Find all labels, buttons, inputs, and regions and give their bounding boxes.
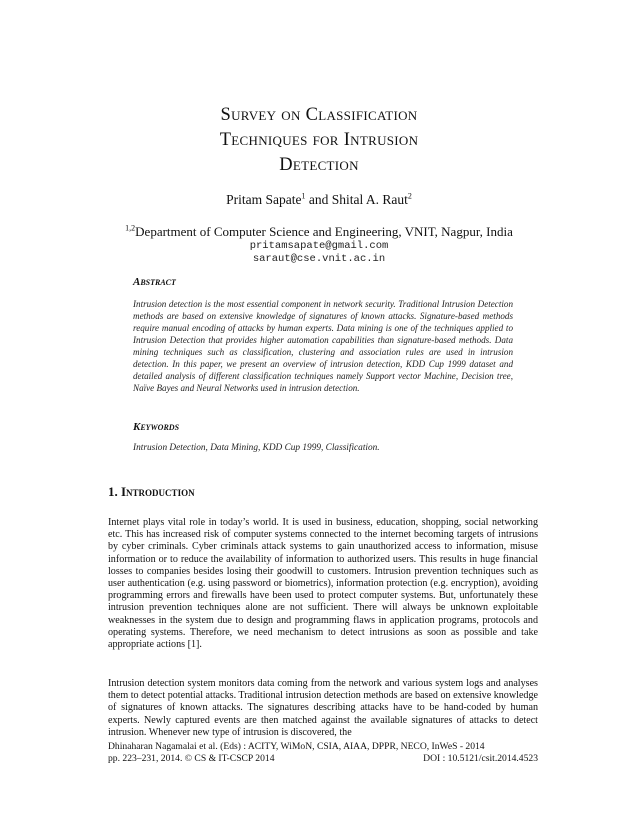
section-1-heading: 1. Introduction [108,484,195,499]
author-2-sup: 2 [407,191,412,201]
author-list [0,192,638,208]
abstract-text: Intrusion detection is the most essential component in network security. Traditional Intrusion Detection methods are based on extensive knowledge of signatures of known attacks. Signature-based methods require manual encoding of attacks by human experts. Data mining is one of the techniques applied to Intrusion Detection that provides higher automation capabilities than signature-based methods. Data mining techniques such as classification, clustering and association rules are used in intrusion detection. In this paper, we present an overview of intrusion detection, KDD Cup 1999 dataset and detailed analysis of different classification techniques namely Support vector Machine, Decision tree, Naïve Bayes and Neural Networks used in intrusion detection. [133,299,513,393]
title-line-3: Detection [279,155,359,175]
paper-title [0,103,638,178]
email-author-1: pritamsapate@gmail.com [249,240,389,252]
author-2-name: Shital A. Raut [331,192,408,207]
abstract-heading: Abstract [133,276,176,288]
author-1-name: Pritam Sapate [226,192,302,207]
section-1-paragraph-1: Internet plays vital role in today’s world. It is used in business, education, shopping, social networking etc. This has increased risk of computer systems connected to the internet becoming targets of intrusions by cyber criminals. Cyber criminals attack systems to gain unauthorized access to information, misuse information or to reduce the availability of information to authorized users. This results in huge financial losses to companies besides losing their goodwill to customers. Intrusion prevention techniques such as user authentication (e.g. using password or biometrics), information protection (e.g. encryption), avoiding programming errors and firewalls have been used to protect computer systems. But, unfortunately these intrusion prevention techniques alone are not sufficient. There will always be unknown exploitable weaknesses in the system due to design and programming flaws in application programs, protocols and operating systems. Therefore, we need mechanism to detect intrusions as soon as possible and take appropriate actions [1]. [108,517,538,651]
affiliation-sup: 1,2 [125,223,136,233]
footer-row [108,753,538,765]
footer-proceedings: Dhinaharan Nagamalai et al. (Eds) : ACITY, WiMoN, CSIA, AIAA, DPPR, NECO, InWeS - 2014 [108,741,485,752]
page-footer [108,741,538,765]
section-1-paragraph-2: Intrusion detection system monitors data coming from the network and various system logs and analyses them to detect potential attacks. Traditional intrusion detection methods are based on extensive knowledge of signatures of known attacks. The signatures describing attacks have to be hand-coded by human experts. Newly captured events are then matched against the available signatures of attacks to detect intrusion. Whenever new type of intrusion is discovered, the [108,678,538,738]
author-conjunction: and [305,192,332,207]
email-author-2: saraut@cse.vnit.ac.in [252,253,386,265]
affiliation [0,224,638,240]
footer-pages-copyright: pp. 223–231, 2014. © CS & IT-CSCP 2014 [108,753,275,764]
title-line-2: Techniques for Intrusion [219,130,419,150]
affiliation-text: Department of Computer Science and Engineering, VNIT, Nagpur, India [135,224,513,239]
title-line-1: Survey on Classification [220,105,418,125]
footer-doi: DOI : 10.5121/csit.2014.4523 [423,753,538,764]
author-1-sup: 1 [301,191,306,201]
keywords-heading: Keywords [133,421,180,433]
keywords-text: Intrusion Detection, Data Mining, KDD Cup 1999, Classification. [133,443,380,453]
